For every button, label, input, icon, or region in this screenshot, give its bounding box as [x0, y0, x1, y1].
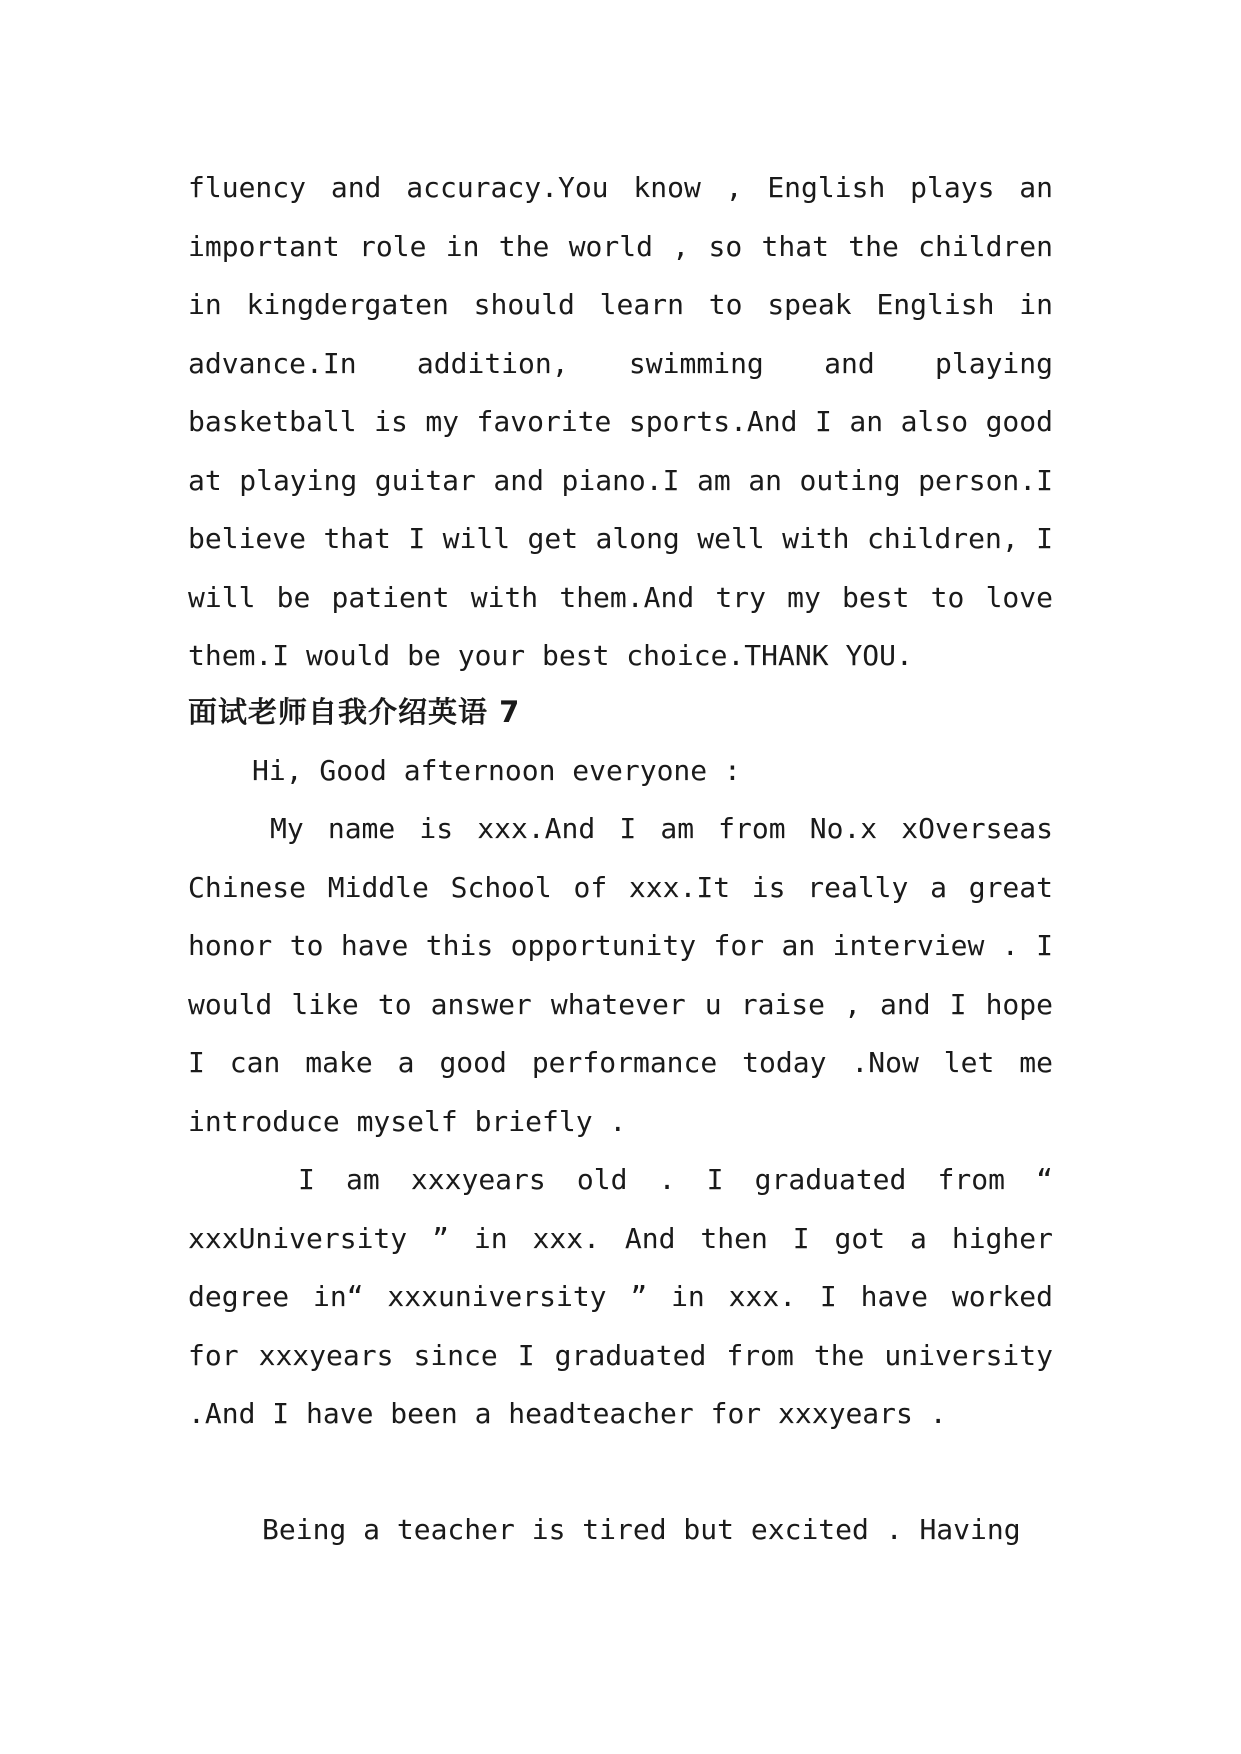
section-heading: 面试老师自我介绍英语 7 — [188, 695, 521, 729]
greeting-line: Hi, Good afternoon everyone : — [252, 754, 741, 787]
paragraph-introduction: My name is xxx.And I am from No.x xOverseas Chinese Middle School of xxx.It is really a great honor to have this opportunity for an interview . I would like to answer whatever u raise , and I hope I can make a good performance today .Now let me introduce myself briefly . — [188, 812, 1053, 1138]
paragraph-continued: fluency and accuracy.You know , English plays an important role in the world , so that the children in kingdergaten should learn to speak English in advance.In addition, swimming and playing basketball is my favorite sports.And I an also good at playing guitar and piano.I am an outing person.I believe that I will get along well with children, I will be patient with them.And try my best to love them.I would be your best choice.THANK YOU. — [188, 171, 1053, 672]
paragraph-education: I am xxxyears old . I graduated from “ xxxUniversity ” in xxx. And then I got a higher degree in“ xxxuniversity ” in xxx. I have worked for xxxyears since I graduated from the university .And I have been a headteacher for xxxyears . — [188, 1163, 1053, 1430]
paragraph-teaching: Being a teacher is tired but excited . Having — [262, 1513, 1021, 1546]
